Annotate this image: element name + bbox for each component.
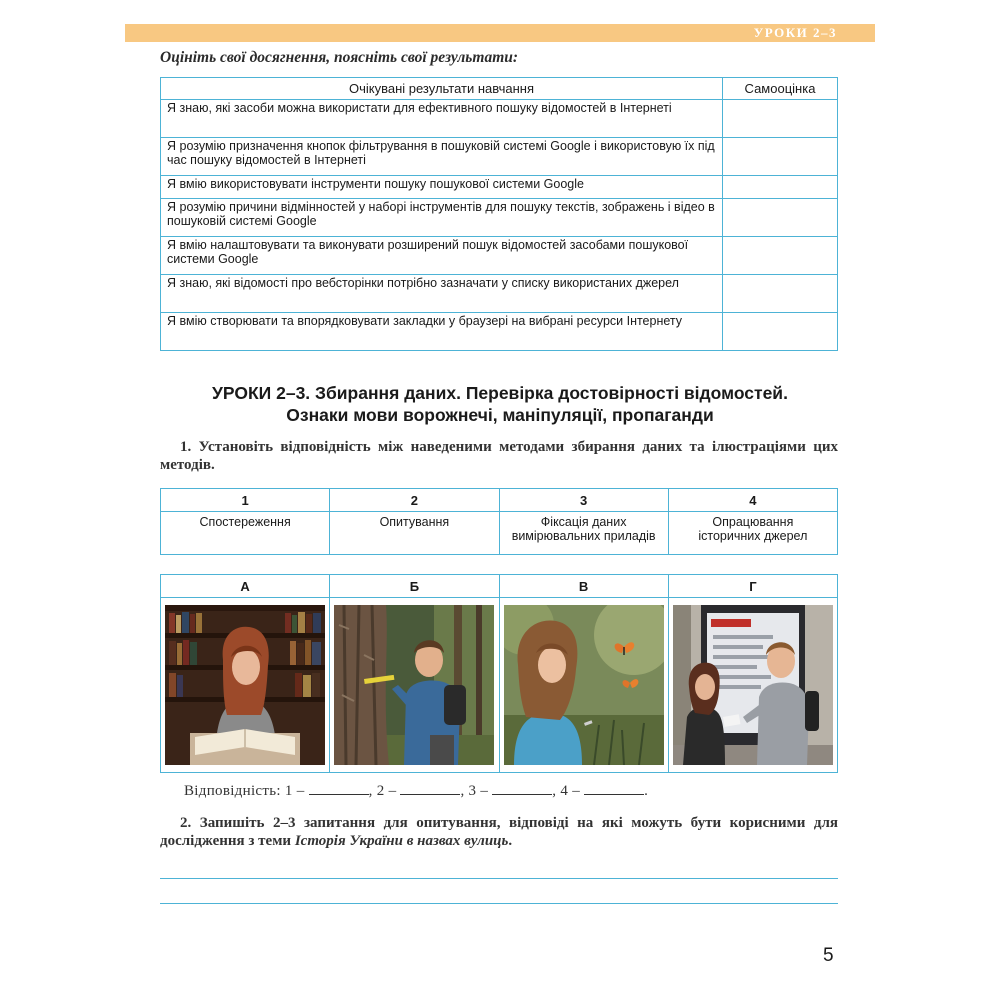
answer-item-label: , 3 –	[460, 783, 489, 799]
method-cell	[330, 512, 499, 555]
table-row	[161, 100, 838, 138]
illustration-letter: Г	[668, 575, 837, 598]
illustrations-photo-row	[161, 598, 838, 773]
outcome-cell: Я вмію налаштовувати та виконувати розширений пошук відомостей засобами пошукової системи Google	[161, 237, 723, 275]
photo-cell	[499, 598, 668, 773]
self-assessment-cell[interactable]	[723, 138, 838, 176]
section-title	[140, 382, 860, 426]
self-assessment-cell[interactable]	[723, 313, 838, 351]
answer-item-label: , 4 –	[552, 783, 580, 799]
method-name-line: історичних джерел	[698, 529, 808, 543]
answer-line-1[interactable]	[160, 878, 838, 879]
outcome-cell: Я вмію використовувати інструменти пошуку пошукової системи Google	[161, 176, 723, 199]
answer-line-2[interactable]	[160, 903, 838, 904]
table-row	[161, 138, 838, 176]
outcome-cell: Я вмію створювати та впорядковувати закладки у браузері на вибрані ресурси Інтернету	[161, 313, 723, 351]
header-text: УРОКИ 2–3	[753, 25, 837, 40]
answer-end: .	[644, 783, 649, 799]
method-cell	[668, 512, 837, 555]
task-1-number: 1.	[180, 439, 192, 455]
photo-girl-reading-library	[165, 605, 325, 765]
method-name-line: Фіксація даних	[540, 515, 627, 529]
self-assessment-cell[interactable]	[723, 176, 838, 199]
photo-students-survey	[673, 605, 833, 765]
outcome-cell: Я розумію причини відмінностей у наборі інструментів для пошуку текстів, зображень і відео в пошуковій системі Google	[161, 199, 723, 237]
answer-row	[184, 780, 648, 800]
page-number: 5	[823, 945, 834, 966]
table-row	[161, 176, 838, 199]
task-2-text: Запишіть 2–3 запитання для опитування, відповіді на які можуть бути корисними для дослідження з теми	[160, 815, 839, 849]
method-name-line: вимірювальних приладів	[511, 529, 656, 543]
method-number: 4	[668, 489, 837, 512]
photo-cell	[330, 598, 499, 773]
method-name-line: Спостереження	[199, 515, 291, 529]
header-bar	[125, 24, 875, 42]
answer-blank-2[interactable]	[400, 780, 460, 795]
illustration-letter: В	[499, 575, 668, 598]
results-table	[160, 77, 838, 351]
section-title-line1: УРОКИ 2–3. Збирання даних. Перевірка достовірності відомостей.	[212, 383, 788, 403]
photo-boy-measuring-tree	[334, 605, 494, 765]
methods-number-row	[161, 489, 838, 512]
table-row	[161, 275, 838, 313]
methods-name-row	[161, 512, 838, 555]
task-1-text: Установіть відповідність між наведеними методами збирання даних та ілюстраціями цих методів.	[160, 439, 839, 473]
outcome-cell: Я знаю, які засоби можна використати для ефективного пошуку відомостей в Інтернеті	[161, 100, 723, 138]
method-name-line: Опрацювання	[712, 515, 794, 529]
answer-label: Відповідність:	[184, 783, 281, 799]
outcome-cell: Я розумію призначення кнопок фільтрування в пошуковій системі Google і використовую їх під час пошуку відомостей в Інтернеті	[161, 138, 723, 176]
table-row	[161, 313, 838, 351]
self-assessment-cell[interactable]	[723, 199, 838, 237]
method-number: 3	[499, 489, 668, 512]
answer-blank-4[interactable]	[584, 780, 644, 795]
illustrations-letter-row	[161, 575, 838, 598]
method-number: 1	[161, 489, 330, 512]
illustration-letter: Б	[330, 575, 499, 598]
method-cell	[499, 512, 668, 555]
illustration-letter: А	[161, 575, 330, 598]
task-1	[160, 438, 838, 474]
results-header-outcomes: Очікувані результати навчання	[161, 78, 723, 100]
method-number: 2	[330, 489, 499, 512]
self-assessment-cell[interactable]	[723, 237, 838, 275]
table-row	[161, 237, 838, 275]
illustrations-table	[160, 574, 838, 773]
task-2-number: 2.	[180, 815, 192, 831]
method-cell	[161, 512, 330, 555]
self-assessment-cell[interactable]	[723, 100, 838, 138]
answer-blank-1[interactable]	[309, 780, 369, 795]
photo-girl-observing-butterflies	[504, 605, 664, 765]
self-assessment-cell[interactable]	[723, 275, 838, 313]
answer-blank-3[interactable]	[492, 780, 552, 795]
method-name-line: Опитування	[379, 515, 450, 529]
outcome-cell: Я знаю, які відомості про вебсторінки потрібно зазначати у списку використаних джерел	[161, 275, 723, 313]
intro-text: Оцініть свої досягнення, поясніть свої результати:	[160, 49, 519, 66]
section-title-line2: Ознаки мови ворожнечі, маніпуляції, пропаганди	[286, 405, 714, 425]
table-row	[161, 199, 838, 237]
photo-cell	[161, 598, 330, 773]
task-2-end: .	[508, 833, 513, 849]
task-2-topic: Історія України в назвах вулиць	[294, 833, 509, 849]
methods-table	[160, 488, 838, 555]
photo-cell	[668, 598, 837, 773]
results-header-self: Самооцінка	[723, 78, 838, 100]
answer-item-label: , 2 –	[368, 783, 397, 799]
task-2	[160, 814, 838, 850]
results-header-row	[161, 78, 838, 100]
answer-item-label: 1 –	[284, 783, 305, 799]
